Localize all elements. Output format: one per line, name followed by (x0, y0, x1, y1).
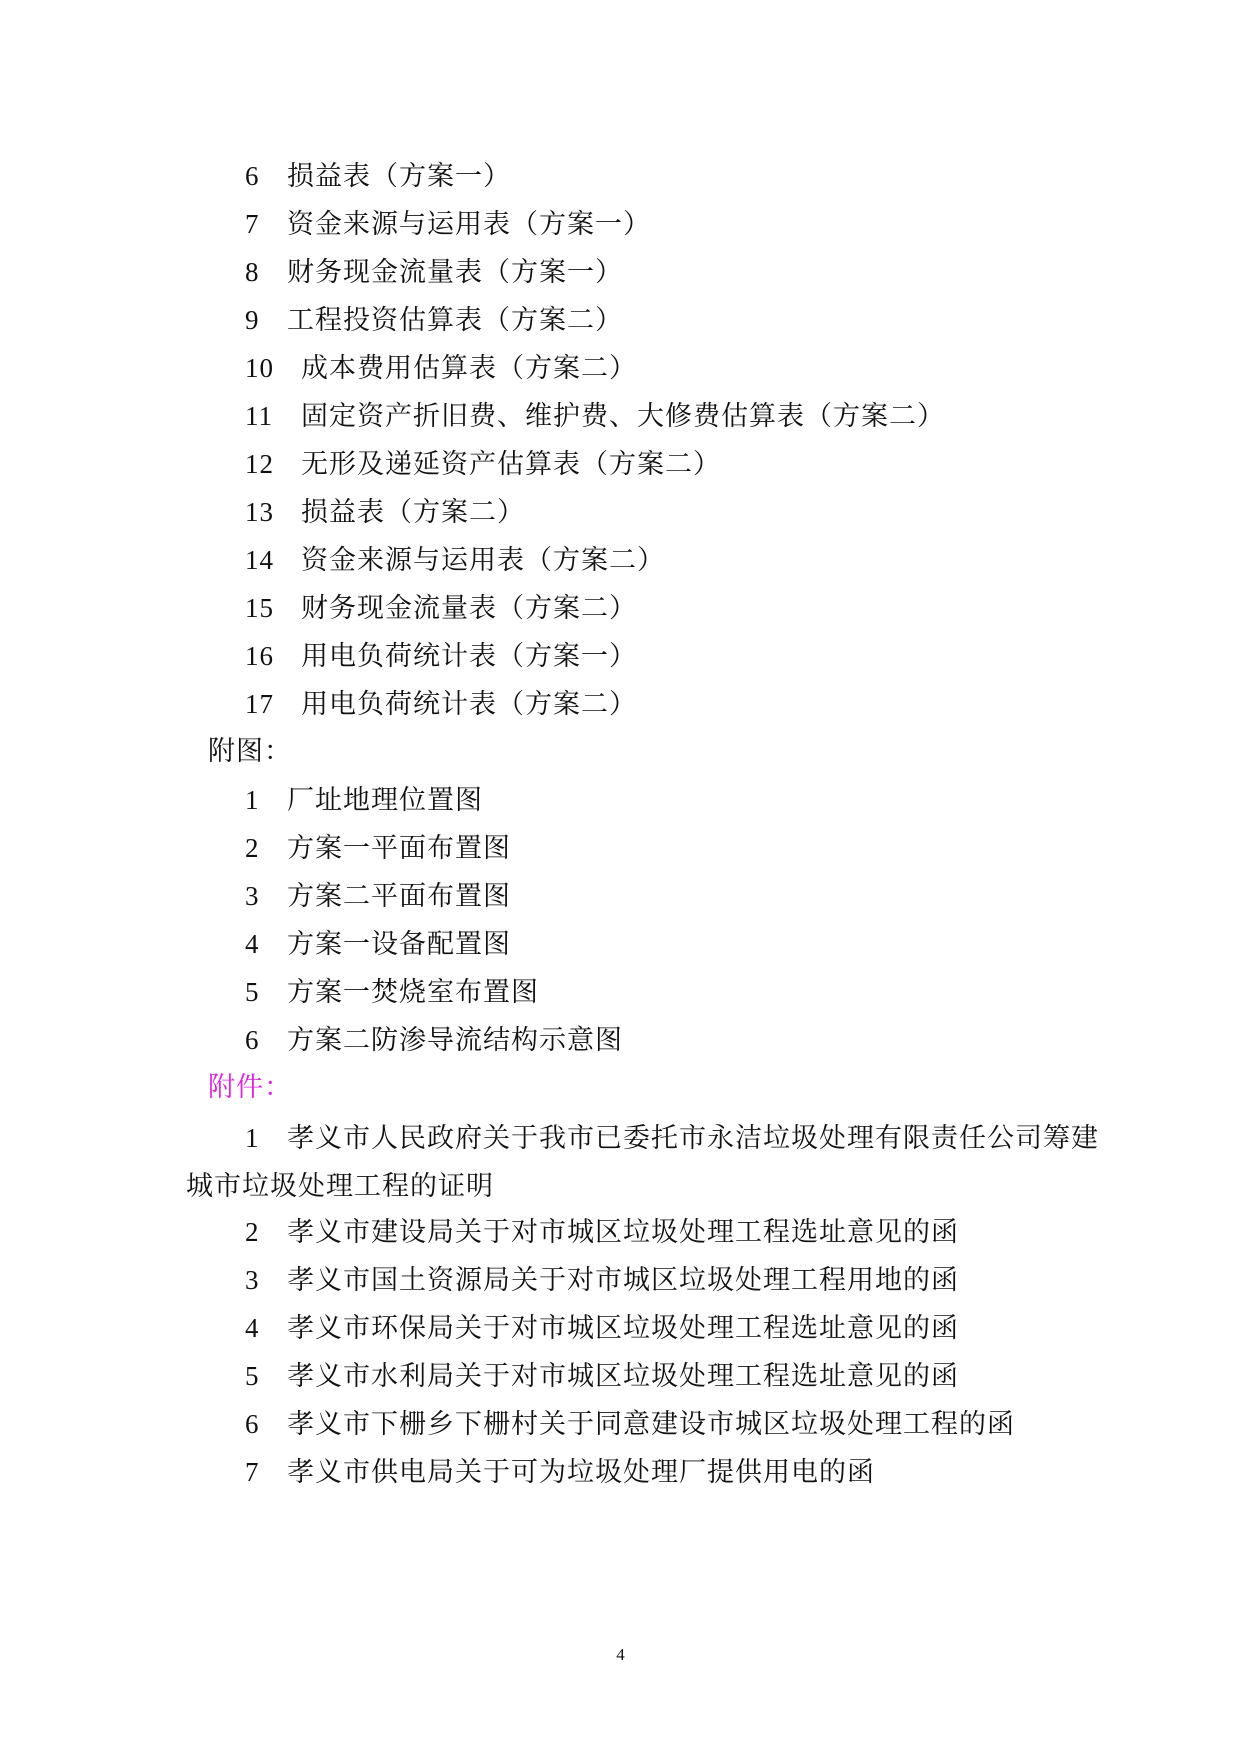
figure-item-text: 厂址地理位置图 (287, 785, 483, 816)
figure-item (245, 927, 511, 962)
figure-item-number: 3 (245, 881, 260, 911)
table-item-text: 用电负荷统计表（方案二） (301, 689, 637, 720)
page-number: 4 (616, 1645, 625, 1664)
table-item-number: 14 (245, 545, 274, 575)
attachment-item-number: 6 (245, 1409, 260, 1439)
figure-item (245, 975, 539, 1010)
table-item-number: 16 (245, 641, 274, 671)
table-item (245, 159, 511, 194)
attachments-heading: 附件： (208, 1072, 292, 1103)
table-item (245, 543, 665, 578)
figure-item-number: 6 (245, 1025, 260, 1055)
figure-item-number: 4 (245, 929, 260, 959)
table-item-number: 12 (245, 449, 274, 479)
figure-item-number: 2 (245, 833, 260, 863)
attachment-item-text: 孝义市国土资源局关于对市城区垃圾处理工程用地的函 (287, 1265, 959, 1296)
table-item (245, 495, 525, 530)
table-item-text: 固定资产折旧费、维护费、大修费估算表（方案二） (301, 401, 945, 432)
attachment-item-text: 孝义市人民政府关于我市已委托市永洁垃圾处理有限责任公司筹建城市垃圾处理工程的证明 (186, 1123, 1099, 1202)
table-item-number: 10 (245, 353, 274, 383)
figure-item (245, 783, 483, 818)
figure-item-number: 1 (245, 785, 260, 815)
attachment-item (245, 1455, 875, 1490)
table-item-text: 财务现金流量表（方案一） (287, 257, 623, 288)
table-item-number: 9 (245, 305, 260, 335)
figure-item-number: 5 (245, 977, 260, 1007)
table-item-number: 7 (245, 209, 260, 239)
figure-item-text: 方案二防渗导流结构示意图 (287, 1025, 623, 1056)
table-item (245, 639, 637, 674)
attachment-item-number: 1 (245, 1123, 260, 1153)
attachment-item-text: 孝义市下栅乡下栅村关于同意建设市城区垃圾处理工程的函 (287, 1409, 1015, 1440)
table-item (245, 303, 623, 338)
attachment-item-number: 5 (245, 1361, 260, 1391)
table-item-text: 损益表（方案一） (287, 161, 511, 192)
attachment-item (245, 1359, 959, 1394)
table-item (245, 255, 623, 290)
table-item-number: 11 (245, 401, 273, 431)
attachment-item (245, 1215, 959, 1250)
figure-item-text: 方案二平面布置图 (287, 881, 511, 912)
attachment-item-text: 孝义市建设局关于对市城区垃圾处理工程选址意见的函 (287, 1217, 959, 1248)
table-item-text: 资金来源与运用表（方案一） (287, 209, 651, 240)
figure-item-text: 方案一平面布置图 (287, 833, 511, 864)
attachment-item-number: 7 (245, 1457, 260, 1487)
attachment-item-text: 孝义市环保局关于对市城区垃圾处理工程选址意见的函 (287, 1313, 959, 1344)
attachment-item-number: 2 (245, 1217, 260, 1247)
table-item (245, 207, 651, 242)
figure-item (245, 879, 511, 914)
attachment-item-text: 孝义市水利局关于对市城区垃圾处理工程选址意见的函 (287, 1361, 959, 1392)
figures-heading: 附图： (208, 736, 292, 767)
table-item-text: 资金来源与运用表（方案二） (301, 545, 665, 576)
attachment-item (245, 1407, 1015, 1442)
attachment-item-number: 4 (245, 1313, 260, 1343)
table-item-text: 无形及递延资产估算表（方案二） (301, 449, 721, 480)
figure-item-text: 方案一焚烧室布置图 (287, 977, 539, 1008)
table-item-number: 13 (245, 497, 274, 527)
attachment-item (186, 1114, 1106, 1211)
table-item (245, 687, 637, 722)
table-item (245, 351, 637, 386)
table-item-text: 损益表（方案二） (301, 497, 525, 528)
table-item-number: 17 (245, 689, 274, 719)
attachment-item-text: 孝义市供电局关于可为垃圾处理厂提供用电的函 (287, 1457, 875, 1488)
table-item-number: 15 (245, 593, 274, 623)
figure-item (245, 831, 511, 866)
attachment-item (245, 1263, 959, 1298)
table-item (245, 399, 945, 434)
table-item (245, 447, 721, 482)
attachment-item (245, 1311, 959, 1346)
table-item (245, 591, 637, 626)
table-item-text: 工程投资估算表（方案二） (287, 305, 623, 336)
figure-item (245, 1023, 623, 1058)
attachment-item-number: 3 (245, 1265, 260, 1295)
table-item-number: 8 (245, 257, 260, 287)
table-item-text: 财务现金流量表（方案二） (301, 593, 637, 624)
table-item-text: 成本费用估算表（方案二） (301, 353, 637, 384)
figure-item-text: 方案一设备配置图 (287, 929, 511, 960)
table-item-number: 6 (245, 161, 260, 191)
table-item-text: 用电负荷统计表（方案一） (301, 641, 637, 672)
